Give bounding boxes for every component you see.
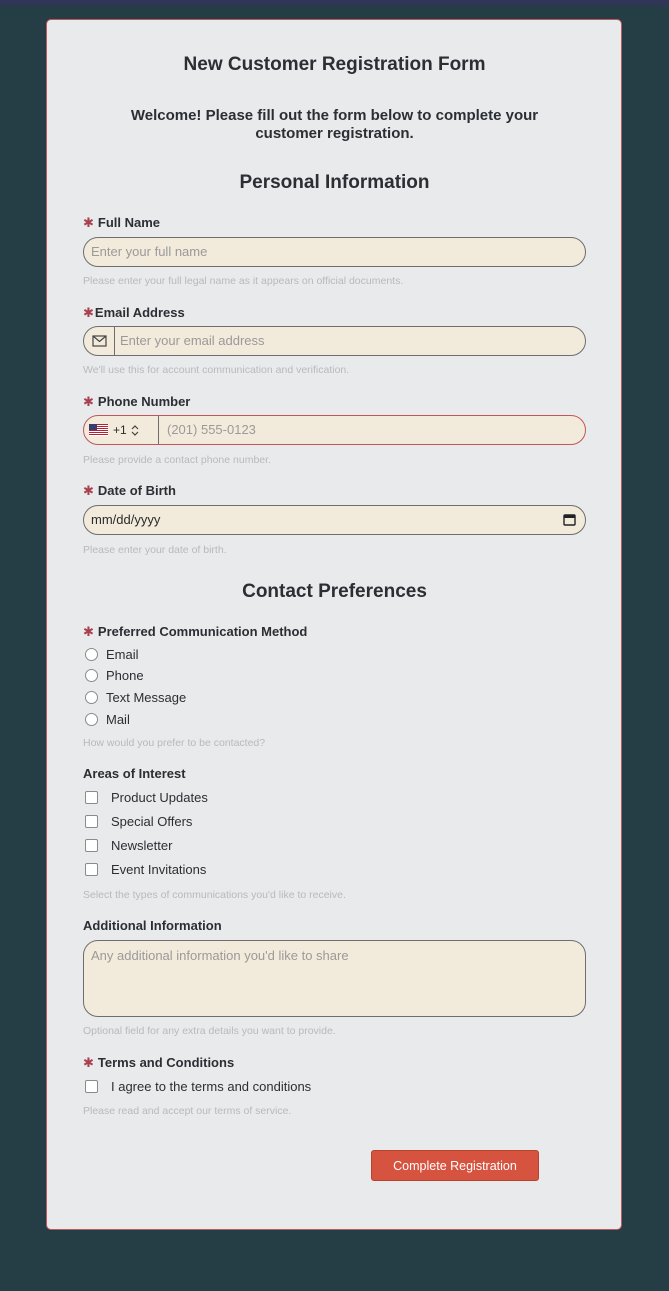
email-help: We'll use this for account communication and verification. [83,364,350,376]
communication-label-text: Preferred Communication Method [97,624,308,639]
dob-input[interactable] [83,505,586,535]
checkbox[interactable] [85,839,98,852]
required-marker: ✱ [83,483,94,498]
full-name-placeholder: Enter your full name [91,244,208,259]
radio-label: Mail [106,711,130,727]
dob-label-text: Date of Birth [97,483,176,498]
checkbox[interactable] [85,1080,98,1093]
communication-label [83,624,307,640]
phone-label-text: Phone Number [97,394,191,409]
email-label-text: Email Address [94,305,185,320]
checkbox[interactable] [85,815,98,828]
radio-email[interactable] [85,645,139,663]
dob-value: mm/dd/yyyy [91,512,161,527]
form-title: New Customer Registration Form [183,54,486,75]
welcome-message: Welcome! Please fill out the form below to complete your customer registration. [130,107,539,142]
additional-info-textarea[interactable] [83,940,586,1017]
checkbox-event-invitations[interactable] [85,860,206,878]
checkbox-newsletter[interactable] [85,836,172,854]
full-name-label [83,215,160,231]
additional-info-placeholder: Any additional information you'd like to share [91,948,349,963]
communication-help: How would you prefer to be contacted? [83,737,266,749]
additional-info-help: Optional field for any extra details you want to provide. [83,1025,336,1037]
checkbox-special-offers[interactable] [85,812,192,830]
radio-button[interactable] [85,648,98,661]
terms-help: Please read and accept our terms of service. [83,1105,292,1117]
interests-label: Areas of Interest [83,766,186,781]
radio-button[interactable] [85,691,98,704]
dob-label [83,483,176,499]
checkbox-label: Event Invitations [111,861,207,877]
phone-placeholder: (201) 555-0123 [167,422,256,437]
country-code-selector[interactable] [84,416,159,444]
full-name-help: Please enter your full legal name as it appears on official documents. [83,275,404,287]
dob-help: Please enter your date of birth. [83,544,227,556]
checkbox[interactable] [85,791,98,804]
calendar-icon[interactable] [563,513,576,526]
required-marker: ✱ [83,394,94,409]
interests-help: Select the types of communications you'd like to receive. [83,889,346,901]
radio-button[interactable] [85,713,98,726]
radio-label: Text Message [106,689,187,705]
registration-card [46,19,622,1230]
terms-label-text: Terms and Conditions [97,1055,235,1070]
checkbox-label: Special Offers [111,813,193,829]
email-input[interactable] [83,326,586,356]
country-code: +1 [113,423,127,437]
section-title-preferences: Contact Preferences [242,581,427,602]
radio-label: Email [106,646,139,662]
required-marker: ✱ [83,305,94,320]
required-marker: ✱ [83,215,94,230]
checkbox-label: Newsletter [111,837,173,853]
radio-phone[interactable] [85,666,144,684]
full-name-input[interactable] [83,237,586,267]
mail-icon [84,327,115,355]
radio-label: Phone [106,667,144,683]
checkbox-terms[interactable] [85,1077,311,1095]
us-flag-icon [89,424,108,436]
phone-help: Please provide a contact phone number. [83,454,271,466]
terms-label [83,1055,234,1071]
required-marker: ✱ [83,624,94,639]
radio-mail[interactable] [85,710,130,728]
additional-info-label: Additional Information [83,918,222,933]
checkbox[interactable] [85,863,98,876]
email-label [83,305,185,321]
radio-button[interactable] [85,669,98,682]
full-name-label-text: Full Name [97,215,161,230]
checkbox-label: I agree to the terms and conditions [111,1078,312,1094]
top-bar [0,0,669,6]
phone-input[interactable] [83,415,586,445]
required-marker: ✱ [83,1055,94,1070]
section-title-personal: Personal Information [239,172,430,193]
radio-text-message[interactable] [85,688,186,706]
chevron-updown-icon [131,425,139,436]
phone-label [83,394,190,410]
email-placeholder: Enter your email address [120,333,265,348]
complete-registration-button[interactable]: Complete Registration [371,1150,539,1181]
checkbox-product-updates[interactable] [85,788,208,806]
checkbox-label: Product Updates [111,789,208,805]
